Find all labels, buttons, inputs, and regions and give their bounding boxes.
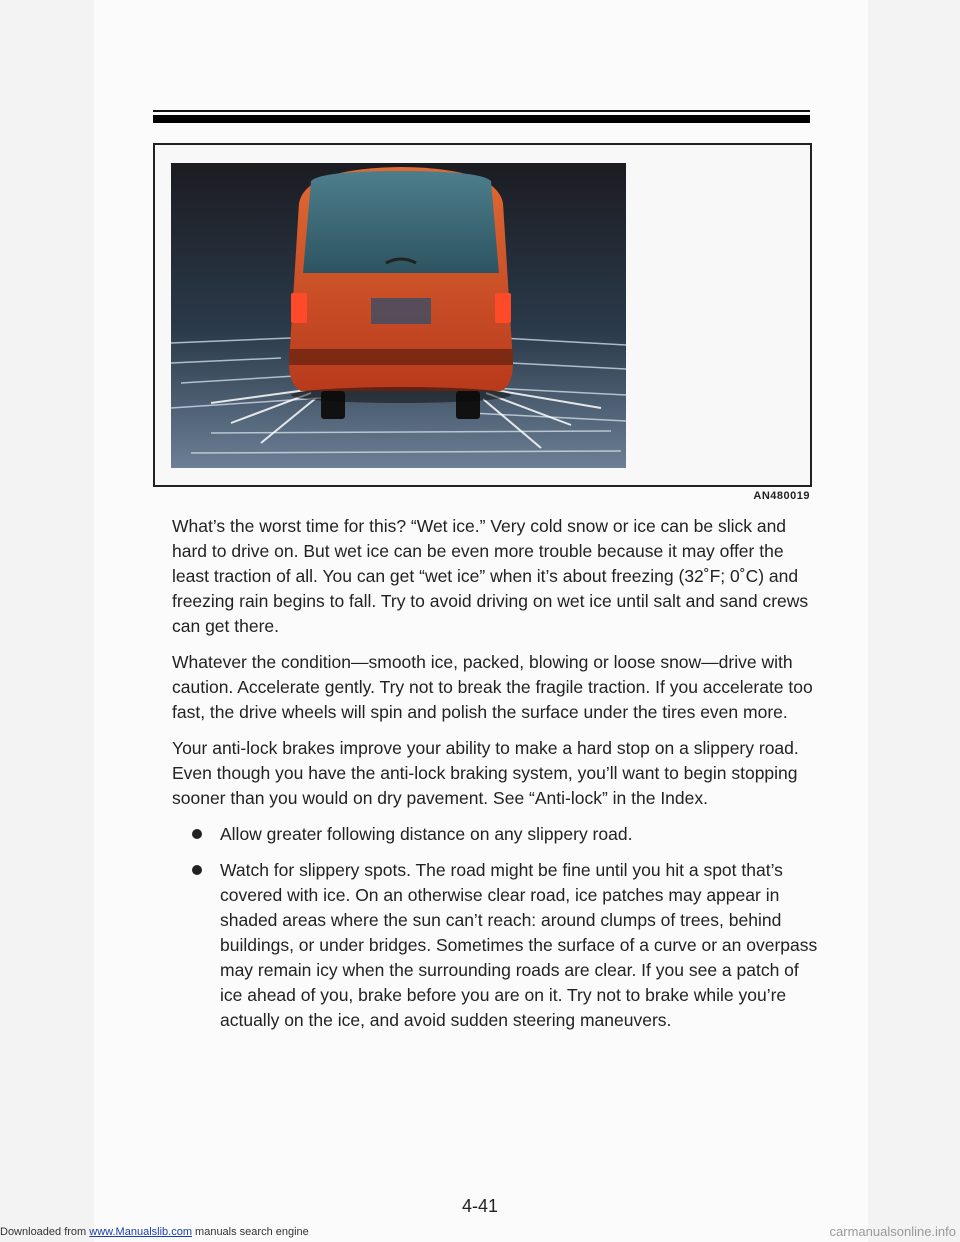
red-van-photo [171,163,626,468]
list-item [190,858,822,1033]
manualslib-link[interactable]: www.Manualslib.com [89,1226,192,1238]
footer-suffix: manuals search engine [191,1226,309,1238]
bullet-icon [192,829,202,839]
page-margin-left [0,0,94,1242]
list-item-text: Allow greater following distance on any slippery road. [220,824,633,844]
paragraph-wet-ice: What’s the worst time for this? “Wet ice.” Very cold snow or ice can be slick and hard to drive on. But wet ice can be even more trouble because it may offer the least traction of all. You can get “wet ice” when it’s about freezing (32˚F; 0˚C) and freezing rain begins to fall. Try to avoid driving on wet ice until salt and sand crews can get there. [172,516,809,636]
paragraph-caution: Whatever the condition—smooth ice, packed, blowing or loose snow—drive with caution. Accelerate gently. Try not to break the fragile traction. If you accelerate too fast, the drive wheels will spin and polish the surface under the tires even more. [172,652,813,722]
page-number: 4-41 [461,1196,499,1216]
figure-code: AN480019 [753,490,810,502]
watermark: carmanualsonline.info [829,1224,956,1239]
list-item-text: Watch for slippery spots. The road might be fine until you hit a spot that’s covered with ice. On an otherwise clear road, ice patches may appear in shaded areas where the sun can’t reach: around clumps of trees, behind buildings, or under bridges. Sometimes the surface of a curve or an overpass may remain icy when the surrounding roads are clear. If you see a patch of ice ahead of you, brake before you are on it. Try not to brake while you’re actually on the ice, and avoid sudden steering maneuvers. [220,860,818,1030]
footer-prefix: Downloaded from [0,1226,90,1238]
body-text [172,514,822,1044]
bullet-icon [192,865,202,875]
header-rule-thin [153,110,810,112]
bullet-list [172,822,822,1033]
download-footer [0,1226,309,1238]
page-margin-right [868,0,960,1242]
header-rule-thick [153,115,810,123]
list-item [190,822,822,847]
paragraph-anti-lock: Your anti-lock brakes improve your ability to make a hard stop on a slippery road. Even though you have the anti-lock braking system, you’ll want to begin stopping sooner than you would on dry pavement. See “Anti-lock” in the Index. [172,738,799,808]
figure-frame [153,143,812,487]
